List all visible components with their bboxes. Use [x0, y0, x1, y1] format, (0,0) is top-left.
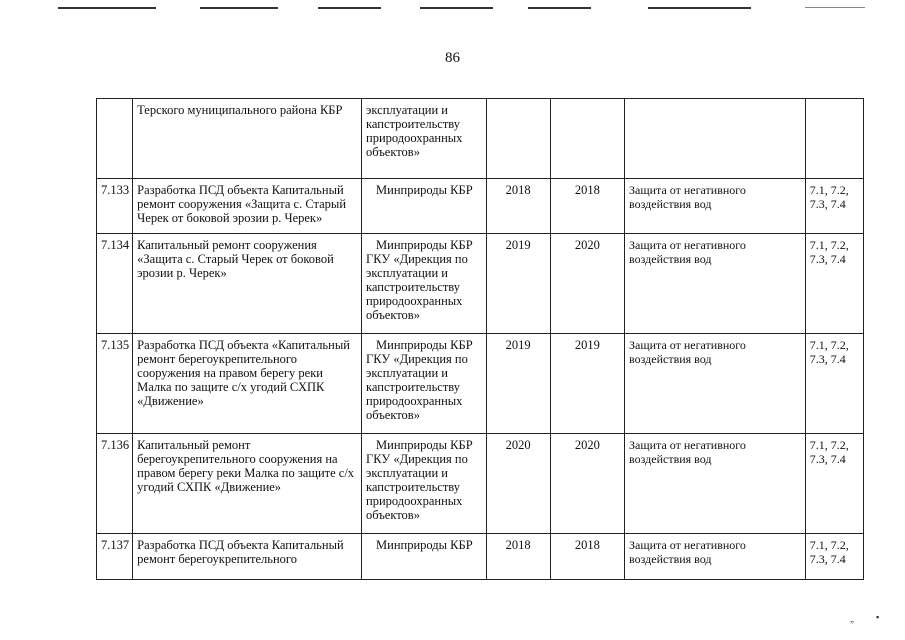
indicators: 7.1, 7.2, 7.3, 7.4: [805, 179, 863, 234]
expected-result: Защита от негативного воздействия вод: [625, 334, 806, 434]
responsible-detail: ГКУ «Дирекция по эксплуатации и капстроительству природоохранных объектов»: [366, 352, 468, 422]
responsible-executor: [362, 534, 486, 580]
responsible-main: Минприроды КБР: [376, 183, 473, 197]
row-number: 7.135: [97, 334, 133, 434]
row-number: 7.136: [97, 434, 133, 534]
row-number: 7.137: [97, 534, 133, 580]
year-end: [550, 99, 624, 179]
year-end: 2020: [550, 434, 624, 534]
responsible-detail: эксплуатации и капстроительству природоохранных объектов»: [366, 103, 463, 159]
year-start: 2018: [486, 534, 550, 580]
row-number: 7.133: [97, 179, 133, 234]
header-rule-7: [805, 7, 865, 8]
table-row: [97, 234, 864, 334]
responsible-main: Минприроды КБР: [376, 538, 473, 552]
indicators: 7.1, 7.2, 7.3, 7.4: [805, 534, 863, 580]
header-rule-1: [58, 7, 156, 9]
indicators: 7.1, 7.2, 7.3, 7.4: [805, 434, 863, 534]
year-start: 2019: [486, 334, 550, 434]
row-number: [97, 99, 133, 179]
responsible-executor: [362, 234, 486, 334]
header-rule-4: [420, 7, 493, 9]
row-number: 7.134: [97, 234, 133, 334]
responsible-executor: [362, 179, 486, 234]
responsible-executor: [362, 99, 486, 179]
header-rule-3: [318, 7, 381, 9]
year-end: 2018: [550, 179, 624, 234]
page-number: 86: [445, 50, 460, 66]
measure-name: Разработка ПСД объекта Капитальный ремонт берегоукрепительного: [133, 534, 362, 580]
table-row: [97, 334, 864, 434]
table-row: [97, 434, 864, 534]
indicators: 7.1, 7.2, 7.3, 7.4: [805, 234, 863, 334]
scan-mark: ▪: [876, 612, 880, 622]
responsible-executor: [362, 434, 486, 534]
measure-name: Разработка ПСД объекта Капитальный ремонт сооружения «Защита с. Старый Черек от боковой эрозии р. Черек»: [133, 179, 362, 234]
table-row: [97, 99, 864, 179]
responsible-detail: ГКУ «Дирекция по эксплуатации и капстроительству природоохранных объектов»: [366, 452, 468, 522]
year-end: 2020: [550, 234, 624, 334]
measure-name: Разработка ПСД объекта «Капитальный ремонт берегоукрепительного сооружения на правом берегу реки Малка по защите с/х угодий СХПК «Движение»: [133, 334, 362, 434]
responsible-main: Минприроды КБР: [376, 238, 473, 252]
table-row: [97, 179, 864, 234]
measure-name: Капитальный ремонт берегоукрепительного сооружения на правом берегу реки Малка по защите с/х угодий СХПК «Движение»: [133, 434, 362, 534]
responsible-detail: ГКУ «Дирекция по эксплуатации и капстроительству природоохранных объектов»: [366, 252, 468, 322]
table-row: [97, 534, 864, 580]
indicators: 7.1, 7.2, 7.3, 7.4: [805, 334, 863, 434]
measures-table: [96, 98, 864, 580]
year-start: 2018: [486, 179, 550, 234]
header-rule-2: [200, 7, 278, 9]
expected-result: Защита от негативного воздействия вод: [625, 534, 806, 580]
expected-result: [625, 99, 806, 179]
year-start: [486, 99, 550, 179]
year-end: 2019: [550, 334, 624, 434]
responsible-executor: [362, 334, 486, 434]
header-rule-6: [648, 7, 751, 9]
measure-name: Капитальный ремонт сооружения «Защита с. Старый Черек от боковой эрозии р. Черек»: [133, 234, 362, 334]
year-start: 2020: [486, 434, 550, 534]
expected-result: Защита от негативного воздействия вод: [625, 234, 806, 334]
scan-mark: „: [850, 614, 854, 624]
year-start: 2019: [486, 234, 550, 334]
year-end: 2018: [550, 534, 624, 580]
header-rule-5: [528, 7, 591, 9]
responsible-main: Минприроды КБР: [376, 438, 473, 452]
responsible-main: Минприроды КБР: [376, 338, 473, 352]
expected-result: Защита от негативного воздействия вод: [625, 179, 806, 234]
measure-name: Терского муниципального района КБР: [133, 99, 362, 179]
indicators: [805, 99, 863, 179]
expected-result: Защита от негативного воздействия вод: [625, 434, 806, 534]
